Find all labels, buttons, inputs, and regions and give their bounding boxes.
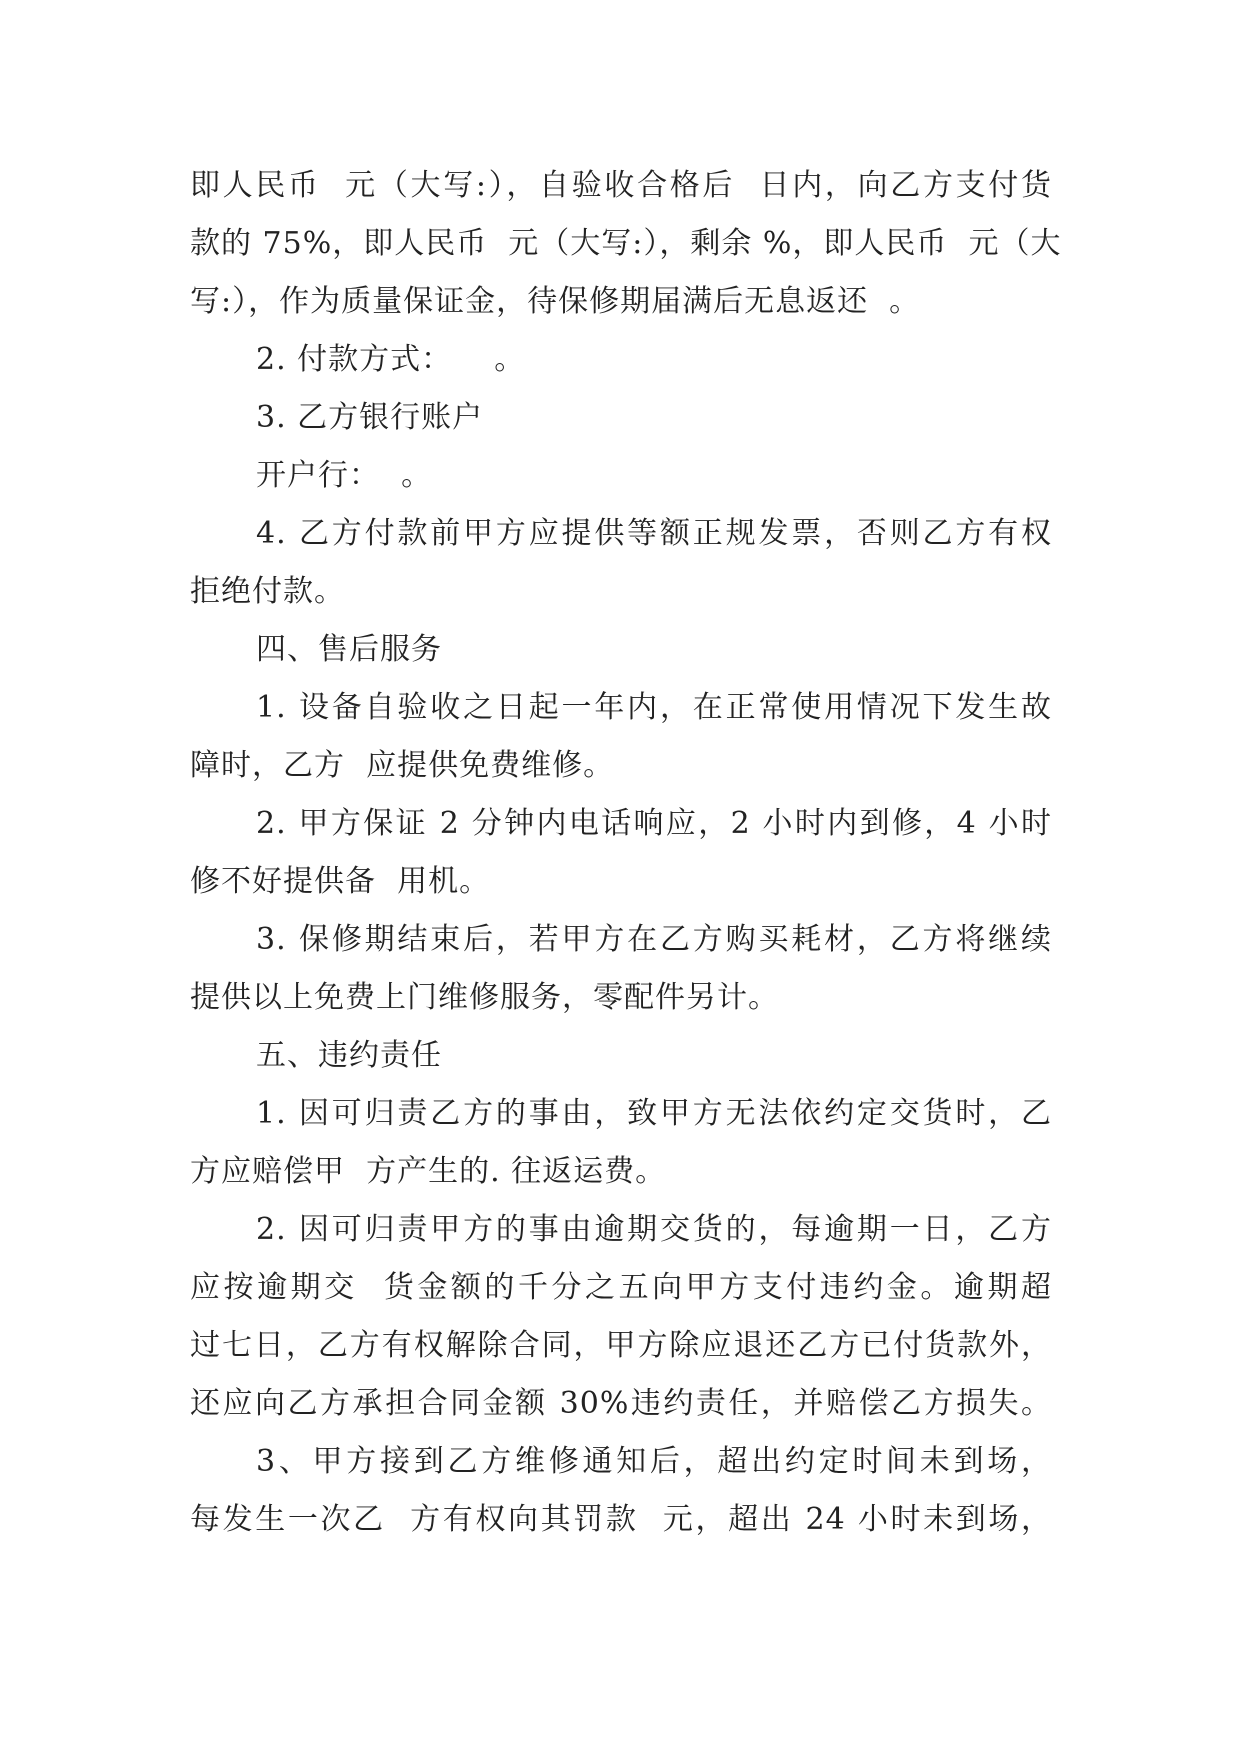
section-heading: 四、售后服务 bbox=[256, 632, 442, 667]
text-line: 2. 因可归责甲方的事由逾期交货的，每逾期一日，乙方 bbox=[256, 1212, 1052, 1247]
text-line: 3. 保修期结束后，若甲方在乙方购买耗材，乙方将继续 bbox=[256, 922, 1052, 957]
text-line: 障时，乙方 应提供免费维修。 bbox=[190, 748, 615, 783]
text-line: 款的 75%，即人民币 元（大写:），剩余 %，即人民币 元（大 bbox=[190, 226, 1062, 261]
section-heading: 五、违约责任 bbox=[256, 1038, 442, 1073]
text-line: 方应赔偿甲 方产生的. 往返运费。 bbox=[190, 1154, 667, 1189]
text-line: 应按逾期交 货金额的千分之五向甲方支付违约金。逾期超 bbox=[190, 1270, 1052, 1305]
text-line: 开户行： 。 bbox=[256, 458, 433, 493]
text-line: 每发生一次乙 方有权向其罚款 元，超出 24 小时未到场， bbox=[190, 1502, 1052, 1537]
text-line: 2. 付款方式： 。 bbox=[256, 342, 526, 377]
text-line: 过七日，乙方有权解除合同，甲方除应退还乙方已付货款外， bbox=[190, 1328, 1052, 1363]
text-line: 即人民币 元（大写:），自验收合格后 日内，向乙方支付货 bbox=[190, 168, 1052, 203]
text-line: 修不好提供备 用机。 bbox=[190, 864, 491, 899]
text-line: 拒绝付款。 bbox=[190, 574, 345, 609]
text-line: 提供以上免费上门维修服务，零配件另计。 bbox=[190, 980, 779, 1015]
text-line: 还应向乙方承担合同金额 30%违约责任，并赔偿乙方损失。 bbox=[190, 1386, 1052, 1421]
text-line: 1. 设备自验收之日起一年内，在正常使用情况下发生故 bbox=[256, 690, 1052, 725]
text-line: 3、甲方接到乙方维修通知后，超出约定时间未到场， bbox=[256, 1444, 1052, 1479]
text-line: 1. 因可归责乙方的事由，致甲方无法依约定交货时，乙 bbox=[256, 1096, 1052, 1131]
text-line: 3. 乙方银行账户 bbox=[256, 400, 484, 435]
text-line: 4. 乙方付款前甲方应提供等额正规发票，否则乙方有权 bbox=[256, 516, 1052, 551]
text-line: 2. 甲方保证 2 分钟内电话响应，2 小时内到修，4 小时 bbox=[256, 806, 1052, 841]
text-line: 写:），作为质量保证金，待保修期届满后无息返还 。 bbox=[190, 284, 921, 319]
